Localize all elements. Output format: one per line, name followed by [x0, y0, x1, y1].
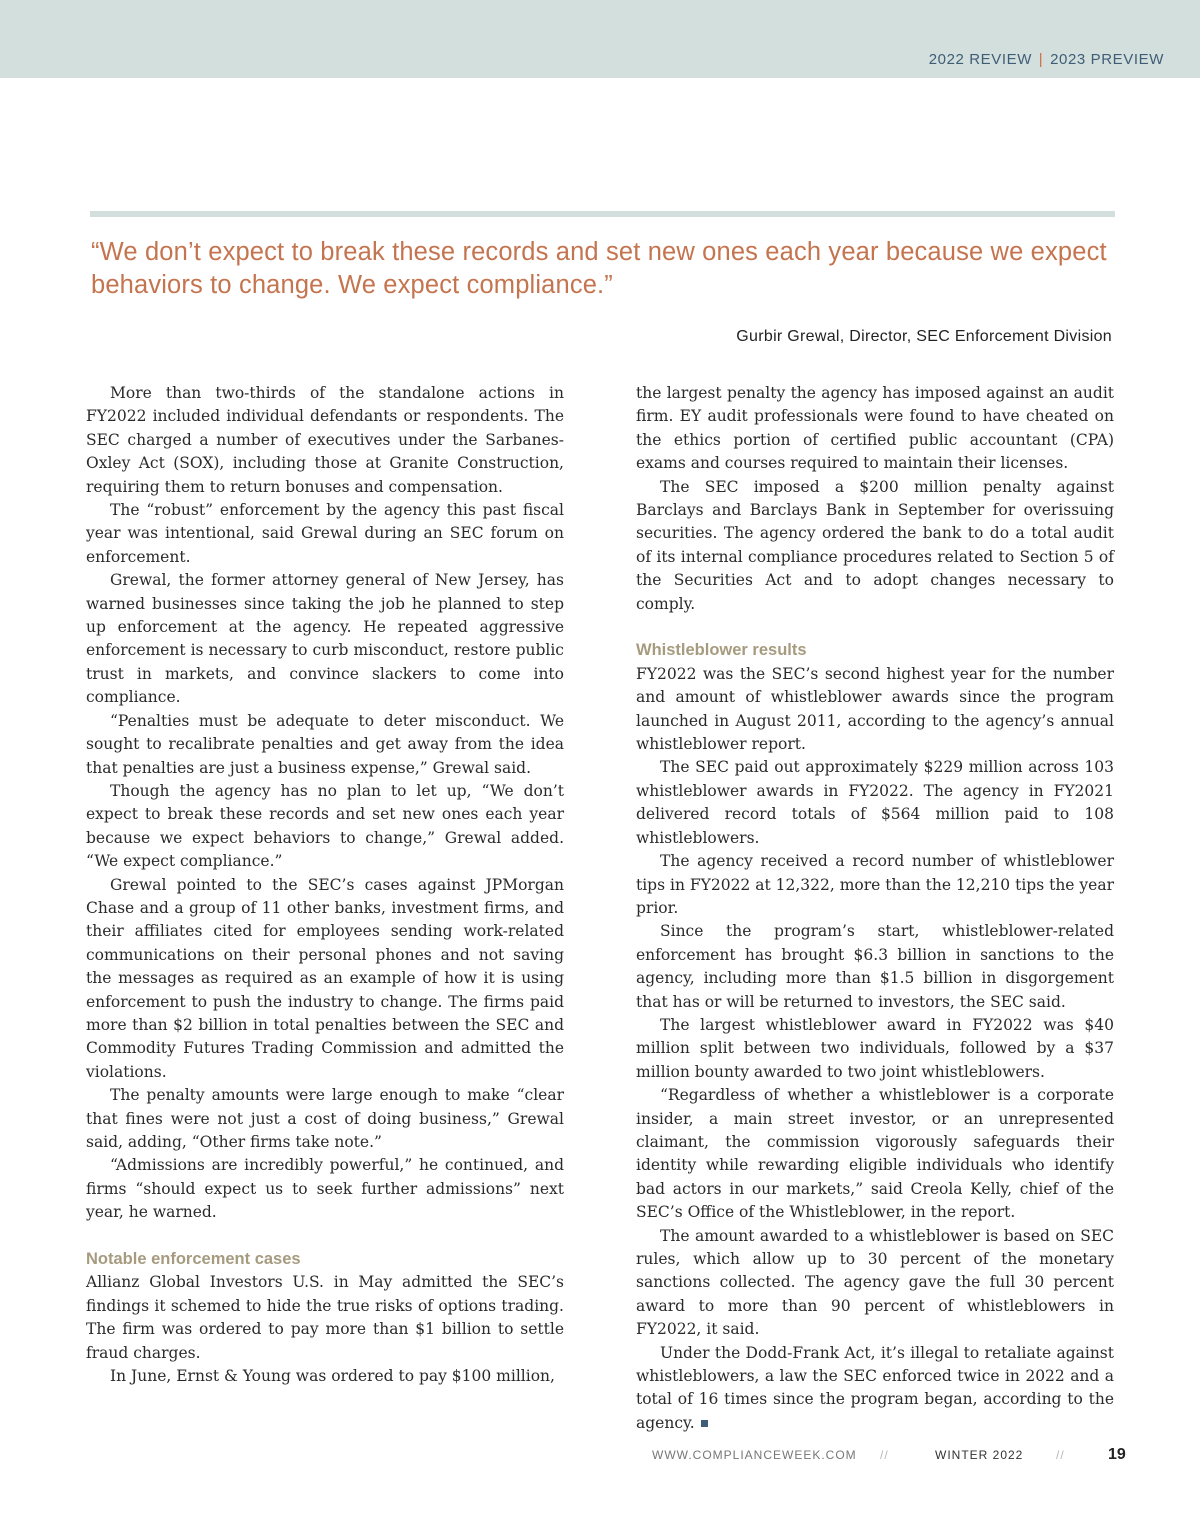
body-paragraph: The “robust” enforcement by the agency this past fiscal year was intentional, said Grewal during an SEC forum on enforcement.	[86, 501, 564, 566]
last-paragraph-text: Under the Dodd-Frank Act, it’s illegal to retaliate against whistleblowers, a law the SEC enforced twice in 2022 and a total of 16 times since the program began, according to the agency.	[636, 1343, 1114, 1432]
left-column	[86, 382, 564, 1388]
body-paragraph: Though the agency has no plan to let up, “We don’t expect to break these records and set new ones each year because we expect behaviors to change,” Grewal added. “We expect compliance.”	[86, 781, 564, 871]
body-paragraph: The largest whistleblower award in FY2022 was $40 million split between two individuals, followed by a $37 million bounty awarded to two joint whistleblowers.	[636, 1015, 1114, 1081]
header-section-title	[929, 51, 1164, 68]
body-paragraph: The agency received a record number of whistleblower tips in FY2022 at 12,322, more than the 12,210 tips the year prior.	[636, 852, 1114, 917]
page-number: 19	[1108, 1446, 1126, 1463]
body-paragraph: “Regardless of whether a whistleblower is a corporate insider, a main street investor, or an unrepresented claimant, the commission vigorously safeguards their identity while rewarding eligible individuals who identify bad actors in our markets,” said Creola Kelly, chief of the SEC’s Office of the Whistleblower, in the report.	[636, 1086, 1114, 1222]
header-separator: |	[1038, 51, 1044, 68]
body-paragraph: Grewal, the former attorney general of New Jersey, has warned businesses since taking the job he planned to step up enforcement at the agency. He repeated aggressive enforcement is necessary to curb misconduct, restore public trust in markets, and convince slackers to come into compliance.	[86, 571, 564, 707]
section-heading-notable-cases: Notable enforcement cases	[86, 1250, 301, 1269]
body-paragraph: “Admissions are incredibly powerful,” he continued, and firms “should expect us to seek further admissions” next year, he warned.	[86, 1156, 564, 1222]
body-paragraph: “Penalties must be adequate to deter misconduct. We sought to recalibrate penalties and get away from the idea that penalties are just a business expense,” Grewal said.	[86, 711, 564, 777]
body-paragraph: The SEC imposed a $200 million penalty against Barclays and Barclays Bank in September for overissuing securities. The agency ordered the bank to do a total audit of its internal compliance procedures related to Section 5 of the Securities Act and to adopt changes necessary to comply.	[636, 477, 1114, 613]
body-paragraph: In June, Ernst & Young was ordered to pay $100 million,	[110, 1367, 555, 1386]
body-paragraph: More than two-thirds of the standalone actions in FY2022 included individual defendants or respondents. The SEC charged a number of executives under the Sarbanes-Oxley Act (SOX), including those at Granite Construction, requiring them to return bonuses and compensation.	[86, 384, 564, 496]
footer-issue: WINTER 2022	[935, 1448, 1024, 1462]
body-paragraph: The SEC paid out approximately $229 million across 103 whistleblower awards in FY2022. The agency in FY2021 delivered record totals of $564 million paid to 108 whistleblowers.	[636, 758, 1114, 847]
body-paragraph-last	[636, 1342, 1114, 1436]
footer-divider: //	[880, 1448, 889, 1462]
footer-url: WWW.COMPLIANCEWEEK.COM	[652, 1448, 857, 1462]
right-column	[636, 382, 1114, 1435]
body-paragraph: the largest penalty the agency has imposed against an audit firm. EY audit professionals were found to have cheated on the ethics portion of certified public accountant (CPA) exams and courses required to maintain their licenses.	[636, 384, 1114, 473]
section-heading-whistleblower: Whistleblower results	[636, 641, 807, 660]
header-preview-label: 2023 PREVIEW	[1050, 51, 1164, 68]
body-paragraph: The penalty amounts were large enough to make “clear that fines were not just a cost of doing business,” Grewal said, adding, “Other firms take note.”	[86, 1086, 564, 1151]
header-review-label: 2022 REVIEW	[928, 51, 1033, 68]
footer-divider: //	[1056, 1448, 1065, 1462]
end-of-article-icon	[701, 1420, 708, 1427]
pullquote-attribution: Gurbir Grewal, Director, SEC Enforcement Division	[736, 328, 1112, 345]
body-paragraph: Grewal pointed to the SEC’s cases against JPMorgan Chase and a group of 11 other banks, investment firms, and their affiliates cited for employees sending work-related communications on their personal phones and not saving the messages as required as an example of how it is using enforcement to push the industry to change. The firms paid more than $2 billion in total penalties between the SEC and Commodity Futures Trading Commission and admitted the violations.	[86, 875, 564, 1081]
body-paragraph: Since the program’s start, whistleblower-related enforcement has brought $6.3 billion in sanctions to the agency, including more than $1.5 billion in disgorgement that has or will be returned to investors, the SEC said.	[636, 922, 1114, 1011]
pullquote-rule	[90, 211, 1115, 217]
pullquote: “We don’t expect to break these records and set new ones each year because we expect behaviors to change. We expect compliance.”	[91, 238, 1107, 299]
body-paragraph: Allianz Global Investors U.S. in May admitted the SEC’s findings it schemed to hide the true risks of options trading. The firm was ordered to pay more than $1 billion to settle fraud charges.	[86, 1273, 564, 1362]
body-paragraph: FY2022 was the SEC’s second highest year for the number and amount of whistleblower awards since the program launched in August 2011, according to the agency’s annual whistleblower report.	[636, 664, 1114, 754]
body-paragraph: The amount awarded to a whistleblower is based on SEC rules, which allow up to 30 percent of the monetary sanctions collected. The agency gave the full 30 percent award to more than 90 percent of whistleblowers in FY2022, it said.	[636, 1226, 1114, 1339]
